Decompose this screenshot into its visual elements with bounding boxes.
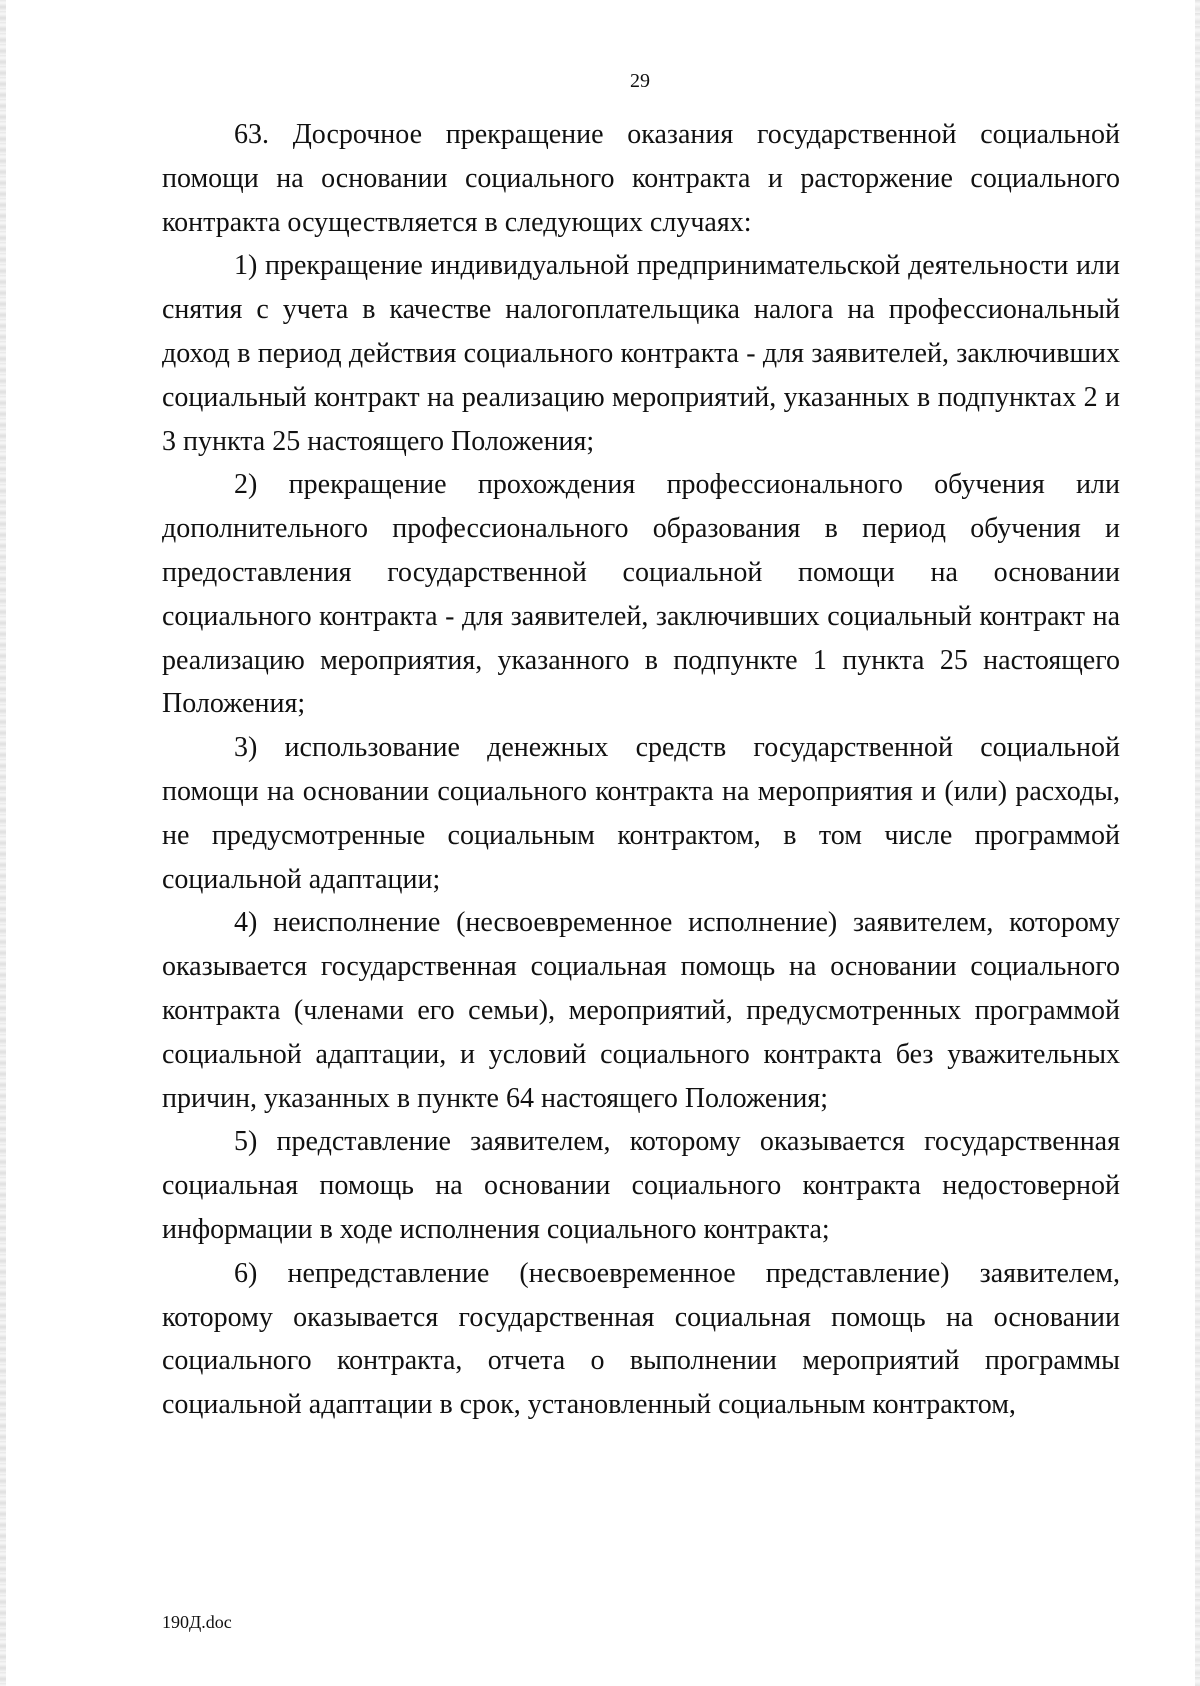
list-item-6: 6) непредставление (несвоевременное представление) заявителем, которому оказывается государственная социальная помощь на основании социального контракта, отчета о выполнении мероприятий программы социальной адаптации в срок, установленный социальным контрактом, [162,1257,1120,1421]
list-item-1: 1) прекращение индивидуальной предпринимательской деятельности или снятия с учета в качестве налогоплательщика налога на профессиональный доход в период действия социального контракта - для заявителей, заключивших социальный контракт на реализацию мероприятий, указанных в подпунктах 2 и 3 пункта 25 настоящего Положения; [162,250,1120,457]
list-item-4: 4) неисполнение (несвоевременное исполнение) заявителем, которому оказывается государственная социальная помощь на основании социального контракта (членами его семьи), мероприятий, предусмотренных программой социальной адаптации, и условий социального контракта без уважительных причин, указанных в пункте 64 настоящего Положения; [162,907,1120,1114]
paragraph-63: 63. Досрочное прекращение оказания государственной социальной помощи на основании социального контракта и расторжение социального контракта осуществляется в следующих случаях: [162,119,1120,238]
list-item-5: 5) представление заявителем, которому оказывается государственная социальная помощь на основании социального контракта недостоверной информации в ходе исполнения социального контракта; [162,1126,1120,1245]
list-item-3: 3) использование денежных средств государственной социальной помощи на основании социального контракта на мероприятия и (или) расходы, не предусмотренные социальным контрактом, в том числе программой социальной адаптации; [162,732,1120,895]
page-number: 29 [630,70,650,92]
list-item-2: 2) прекращение прохождения профессионального обучения или дополнительного профессионального образования в период обучения и предоставления государственной социальной помощи на основании социального контракта - для заявителей, заключивших социальный контракт на реализацию мероприятия, указанного в подпункте 1 пункта 25 настоящего Положения; [162,469,1120,720]
document-body [162,113,1120,1427]
scan-edge-left [0,0,6,1686]
footer-filename: 190Д.doc [162,1612,232,1632]
scan-edge-right [1195,0,1200,1686]
